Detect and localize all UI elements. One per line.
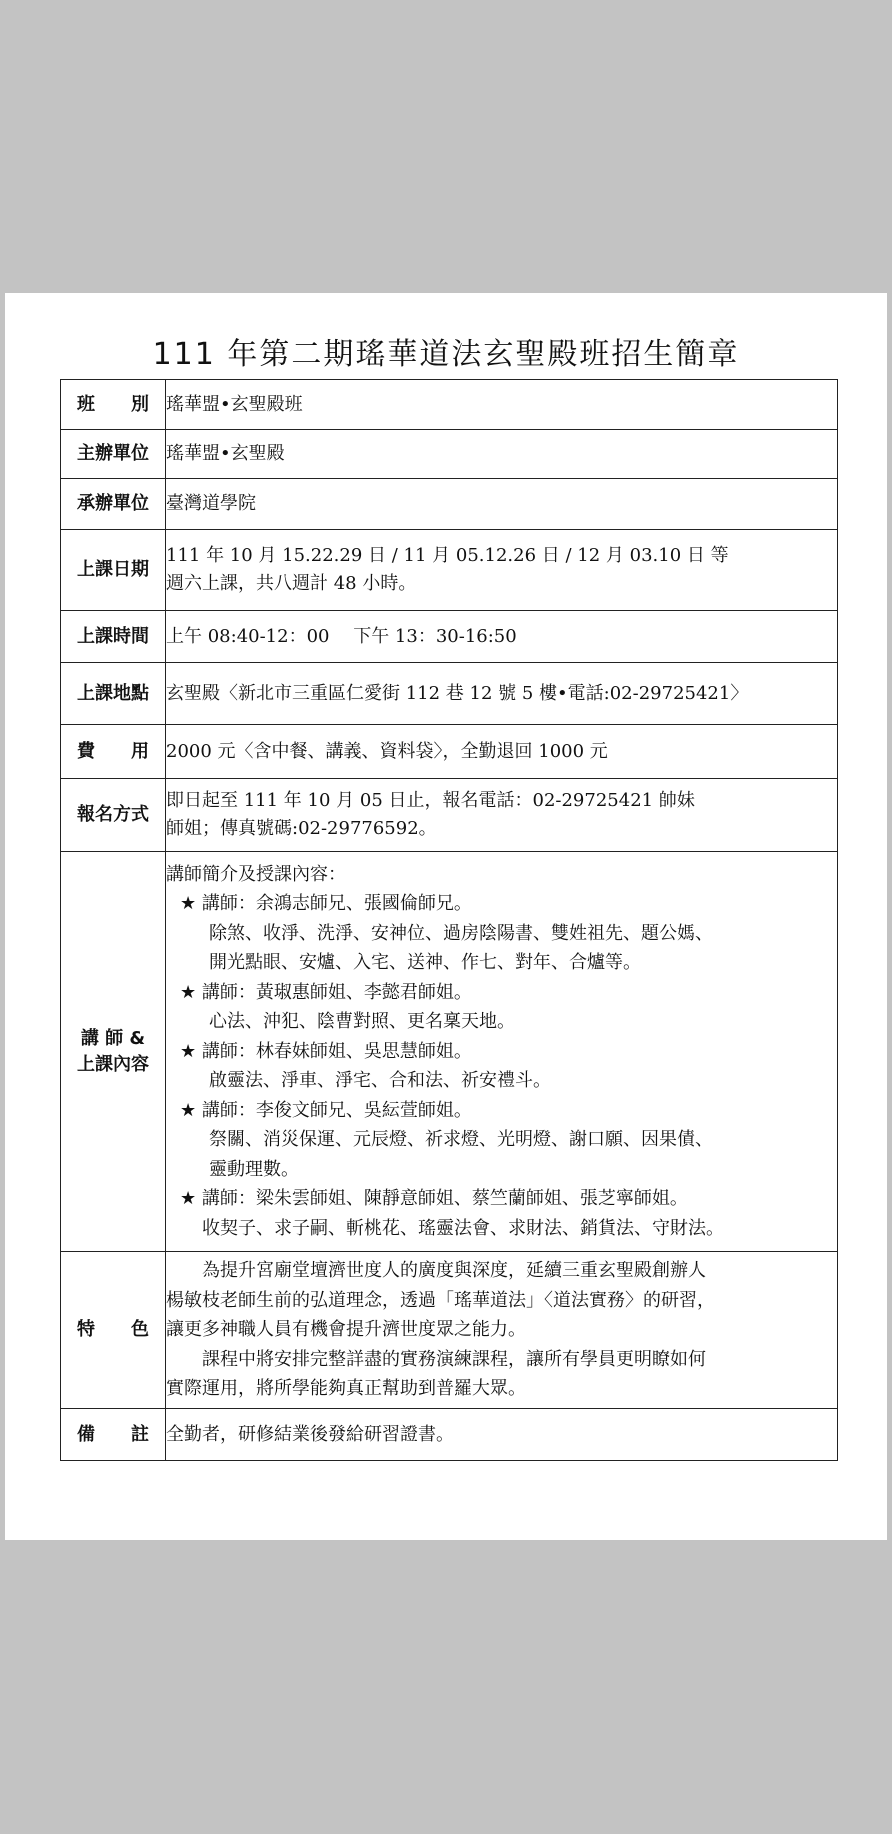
register-line: 師姐；傳真號碼:02-29776592。 bbox=[166, 818, 437, 839]
features-paragraph bbox=[166, 1256, 837, 1286]
course-content: 靈動理數。 bbox=[209, 1158, 299, 1180]
features-line: 楊敏枝老師生前的弘道理念，透過「瑤華道法」〈道法實務〉的研習， bbox=[166, 1289, 715, 1311]
teachers-value bbox=[166, 852, 838, 1252]
teacher-name-text: 講師：李俊文師兄、吳紜萱師姐。 bbox=[201, 1099, 472, 1121]
location-value: 玄聖殿〈新北市三重區仁愛街 112 巷 12 號 5 樓•電話:02-29725421〉 bbox=[166, 663, 838, 725]
star-icon: ★ bbox=[180, 1188, 197, 1210]
teacher-name bbox=[166, 1184, 837, 1214]
teachers-label-line: 講 師 & bbox=[80, 1027, 146, 1049]
time-value: 上午 08:40-12：00 下午 13：30-16:50 bbox=[166, 611, 838, 663]
table-row bbox=[61, 1252, 838, 1409]
row-label: 報名方式 bbox=[61, 779, 166, 852]
enrollment-table bbox=[60, 379, 838, 1461]
class-value: 瑤華盟•玄聖殿班 bbox=[166, 380, 838, 430]
features-line: 讓更多神職人員有機會提升濟世度眾之能力。 bbox=[166, 1319, 526, 1341]
date-line: 週六上課，共八週計 48 小時。 bbox=[166, 573, 417, 594]
teacher-name bbox=[166, 1037, 837, 1067]
teacher-name-text: 講師：余鴻志師兄、張國倫師兄。 bbox=[201, 893, 472, 915]
row-label: 承辦單位 bbox=[61, 479, 166, 530]
teachers-label-line: 上課內容 bbox=[77, 1053, 149, 1075]
features-paragraph bbox=[166, 1345, 837, 1375]
table-row bbox=[61, 725, 838, 779]
table-row bbox=[61, 380, 838, 430]
document-page bbox=[5, 293, 887, 1540]
fee-value: 2000 元〈含中餐、講義、資料袋〉，全勤退回 1000 元 bbox=[166, 725, 838, 779]
star-icon: ★ bbox=[180, 1040, 197, 1062]
table-row bbox=[61, 1409, 838, 1461]
row-label: 班 別 bbox=[61, 380, 166, 430]
row-label: 主辦單位 bbox=[61, 430, 166, 479]
course-content: 心法、沖犯、陰曹對照、更名稟天地。 bbox=[209, 1011, 515, 1033]
table-row bbox=[61, 852, 838, 1252]
row-label: 費 用 bbox=[61, 725, 166, 779]
row-label: 上課地點 bbox=[61, 663, 166, 725]
star-icon: ★ bbox=[180, 981, 197, 1003]
course-content: 收契子、求子嗣、斬桃花、瑤靈法會、求財法、銷貨法、守財法。 bbox=[202, 1217, 724, 1239]
table-row bbox=[61, 530, 838, 611]
table-row bbox=[61, 611, 838, 663]
star-icon: ★ bbox=[180, 893, 197, 915]
row-label: 特 色 bbox=[61, 1252, 166, 1409]
features-line: 為提升宮廟堂壇濟世度人的廣度與深度，延續三重玄聖殿創辦人 bbox=[202, 1260, 706, 1282]
features-value bbox=[166, 1252, 838, 1409]
course-content: 除煞、收淨、洗淨、安神位、過房陰陽書、雙姓祖先、題公媽、 bbox=[209, 922, 713, 944]
row-label bbox=[61, 852, 166, 1252]
organizer-value: 瑤華盟•玄聖殿 bbox=[166, 430, 838, 479]
teacher-name-text: 講師：林春妹師姐、吳思慧師姐。 bbox=[201, 1040, 472, 1062]
teacher-name-text: 講師：黃琡惠師姐、李懿君師姐。 bbox=[201, 981, 472, 1003]
teacher-name-text: 講師：梁朱雲師姐、陳靜意師姐、蔡竺蘭師姐、張芝寧師姐。 bbox=[201, 1188, 688, 1210]
page-title: 111 年第二期瑤華道法玄聖殿班招生簡章 bbox=[152, 337, 740, 372]
teacher-name bbox=[166, 889, 837, 919]
table-row bbox=[61, 479, 838, 530]
row-label: 上課時間 bbox=[61, 611, 166, 663]
star-icon: ★ bbox=[180, 1099, 197, 1121]
register-value bbox=[166, 779, 838, 852]
remarks-value: 全勤者，研修結業後發給研習證書。 bbox=[166, 1409, 838, 1461]
teachers-intro: 講師簡介及授課內容： bbox=[166, 863, 346, 885]
course-content: 啟靈法、淨車、淨宅、合和法、祈安禮斗。 bbox=[209, 1070, 551, 1092]
date-value bbox=[166, 530, 838, 611]
table-row bbox=[61, 430, 838, 479]
teacher-name bbox=[166, 978, 837, 1008]
row-label: 上課日期 bbox=[61, 530, 166, 611]
row-label: 備 註 bbox=[61, 1409, 166, 1461]
course-content: 祭關、消災保運、元辰燈、祈求燈、光明燈、謝口願、因果債、 bbox=[209, 1129, 713, 1151]
co-organizer-value: 臺灣道學院 bbox=[166, 479, 838, 530]
course-content: 開光點眼、安爐、入宅、送神、作七、對年、合爐等。 bbox=[209, 952, 641, 974]
register-line: 即日起至 111 年 10 月 05 日止，報名電話：02-29725421 帥妹 bbox=[166, 790, 695, 811]
features-line: 課程中將安排完整詳盡的實務演練課程，讓所有學員更明瞭如何 bbox=[202, 1348, 706, 1370]
table-row bbox=[61, 663, 838, 725]
features-line: 實際運用，將所學能夠真正幫助到普羅大眾。 bbox=[166, 1378, 526, 1400]
teacher-name bbox=[166, 1096, 837, 1126]
table-row bbox=[61, 779, 838, 852]
date-line: 111 年 10 月 15.22.29 日 / 11 月 05.12.26 日 / 12 月 03.10 日 等 bbox=[166, 545, 729, 566]
